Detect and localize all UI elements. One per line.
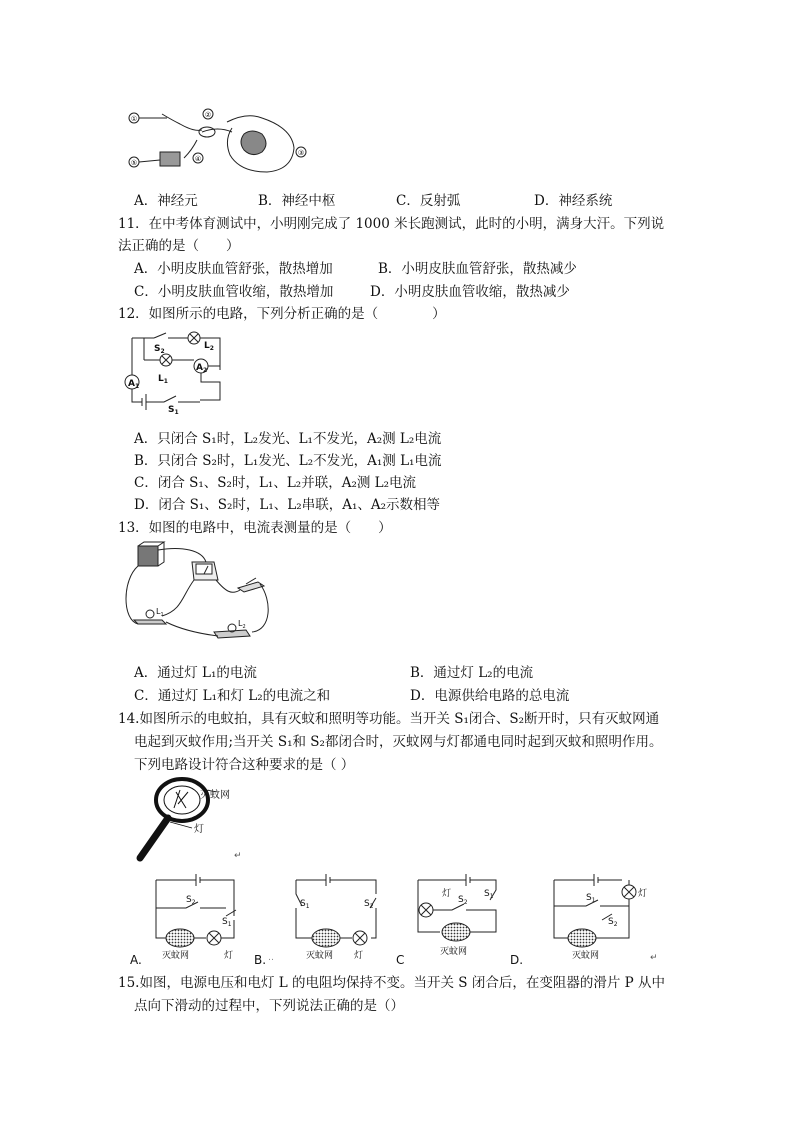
a2-label: A	[196, 363, 203, 373]
c-net-label: 灭蚊网	[440, 947, 468, 957]
d-s1-label: S	[586, 893, 592, 903]
q12-option-c: C．闭合 S₁、S₂时，L₁、L₂并联，A₂测 L₂电流	[134, 475, 417, 491]
fig-label: ①	[130, 115, 138, 123]
d-s2-label: S	[608, 917, 614, 927]
q13-circuit-figure	[122, 540, 282, 645]
s2-label: S	[154, 344, 161, 354]
svg-text:S2: $S_2$	[458, 895, 468, 906]
reflex-arc-figure	[122, 100, 312, 190]
a-lamp-label: 灯	[224, 951, 234, 961]
svg-text:A2: $A_2$	[196, 363, 208, 374]
svg-text:L1: $L_1$	[156, 607, 164, 618]
b-s1-label: S	[300, 899, 306, 909]
svg-text:S2: $S_2$	[364, 899, 374, 910]
fig-label: ③	[297, 149, 305, 157]
option-letter-a: A.	[130, 953, 142, 967]
return-mark: ↵	[650, 953, 658, 963]
q15-stem-line2: 点向下滑动的过程中，下列说法正确的是（）	[134, 998, 404, 1014]
svg-text:S1: $S_1$	[222, 917, 232, 928]
q11-option-b: B．小明皮肤血管舒张，散热减少	[378, 261, 577, 277]
svg-text:S2: $S_2$	[154, 344, 165, 355]
svg-text:S1: $S_1$	[484, 889, 494, 900]
return-mark: ↵	[234, 851, 242, 861]
svg-text:L2: $L_2$	[238, 619, 246, 630]
q10-option-c: C．反射弧	[396, 193, 461, 209]
q10-option-b: B．神经中枢	[258, 193, 336, 209]
q13-option-c: C．通过灯 L₁和灯 L₂的电流之和	[134, 688, 331, 704]
q13-stem: 13．如图的电路中，电流表测量的是（ ）	[118, 520, 392, 536]
q14-stem-line3: 下列电路设计符合这种要求的是（ ）	[134, 757, 355, 773]
q12-option-d: D．闭合 S₁、S₂时，L₁、L₂串联，A₁、A₂示数相等	[134, 497, 441, 513]
q11-option-c: C．小明皮肤血管收缩，散热增加	[134, 284, 334, 300]
q13-option-a: A．通过灯 L₁的电流	[134, 665, 257, 681]
q11-option-a: A．小明皮肤血管舒张，散热增加	[134, 261, 333, 277]
q11-option-d: D．小明皮肤血管收缩，散热减少	[370, 284, 570, 300]
q14-circuit-options	[126, 872, 666, 968]
c-s1-label: S	[484, 889, 490, 899]
c-lamp-label: 灯	[442, 889, 452, 899]
option-letter-d: D.	[510, 953, 524, 967]
option-letter-c: C	[396, 953, 405, 967]
svg-text:‥: ‥	[268, 953, 275, 963]
q13-option-b: B．通过灯 L₂的电流	[410, 665, 534, 681]
option-letter-b: B.	[254, 953, 267, 967]
s1-label: S	[168, 405, 175, 415]
q13-option-d: D．电源供给电路的总电流	[410, 688, 570, 704]
lamp-label: 灯	[194, 824, 204, 835]
a1-label: A	[128, 379, 135, 389]
svg-text:S2: $S_2$	[186, 895, 196, 906]
l2-label: L	[204, 341, 210, 351]
a-net-label: 灭蚊网	[162, 951, 190, 961]
l1-label: L	[156, 607, 161, 616]
q14-stem-line1: 14.如图所示的电蚊拍，具有灭蚊和照明等功能。当开关 S₁闭合、S₂断开时，只有灭蚊网通	[118, 711, 660, 727]
svg-text:A1: $A_1$	[128, 379, 140, 390]
q10-option-d: D．神经系统	[534, 193, 613, 209]
q10-option-a: A．神经元	[134, 193, 198, 209]
b-lamp-label: 灯	[354, 951, 364, 961]
q12-option-a: A．只闭合 S₁时，L₂发光、L₁不发光，A₂测 L₂电流	[134, 431, 442, 447]
l2-label: L	[238, 619, 243, 628]
q11-stem-line1: 11．在中考体育测试中，小明刚完成了 1000 米长跑测试，此时的小明，满身大汗。下列说	[118, 216, 665, 232]
svg-text:S1: $S_1$	[300, 899, 310, 910]
mosquito-swatter-figure	[134, 778, 254, 863]
b-s2-label: S	[364, 899, 370, 909]
svg-text:S1: $S_1$	[168, 405, 179, 416]
svg-text:S1: $S_1$	[586, 893, 596, 904]
a-s1-label: S	[222, 917, 228, 927]
q14-stem-line2: 电起到灭蚊作用;当开关 S₁和 S₂都闭合时，灭蚊网与灯都通电同时起到灭蚊和照明作用。	[134, 734, 663, 750]
svg-text:L2: $L_2$	[204, 341, 214, 352]
q11-stem-line2: 法正确的是（ ）	[118, 238, 240, 254]
a-s2-label: S	[186, 895, 192, 905]
fig-label: ④	[194, 155, 202, 163]
q12-circuit-figure	[124, 330, 224, 416]
svg-text:L1: $L_1$	[158, 374, 168, 385]
b-net-label: 灭蚊网	[306, 951, 334, 961]
d-lamp-label: 灯	[638, 889, 648, 899]
svg-text:S2: $S_2$	[608, 917, 618, 928]
c-s2-label: S	[458, 895, 464, 905]
fig-label: ⑤	[130, 159, 138, 167]
q12-stem: 12．如图所示的电路，下列分析正确的是（ ）	[118, 306, 446, 322]
q15-stem-line1: 15.如图，电源电压和电灯 L 的电阻均保持不变。当开关 S 闭合后，在变阻器的滑片 P 从中	[118, 975, 666, 991]
l1-label: L	[158, 374, 164, 384]
fig-label: ②	[204, 111, 212, 119]
q12-option-b: B．只闭合 S₂时，L₁发光、L₂不发光，A₁测 L₁电流	[134, 453, 442, 469]
net-label: 灭蚊网	[200, 790, 230, 801]
d-net-label: 灭蚊网	[572, 951, 600, 961]
